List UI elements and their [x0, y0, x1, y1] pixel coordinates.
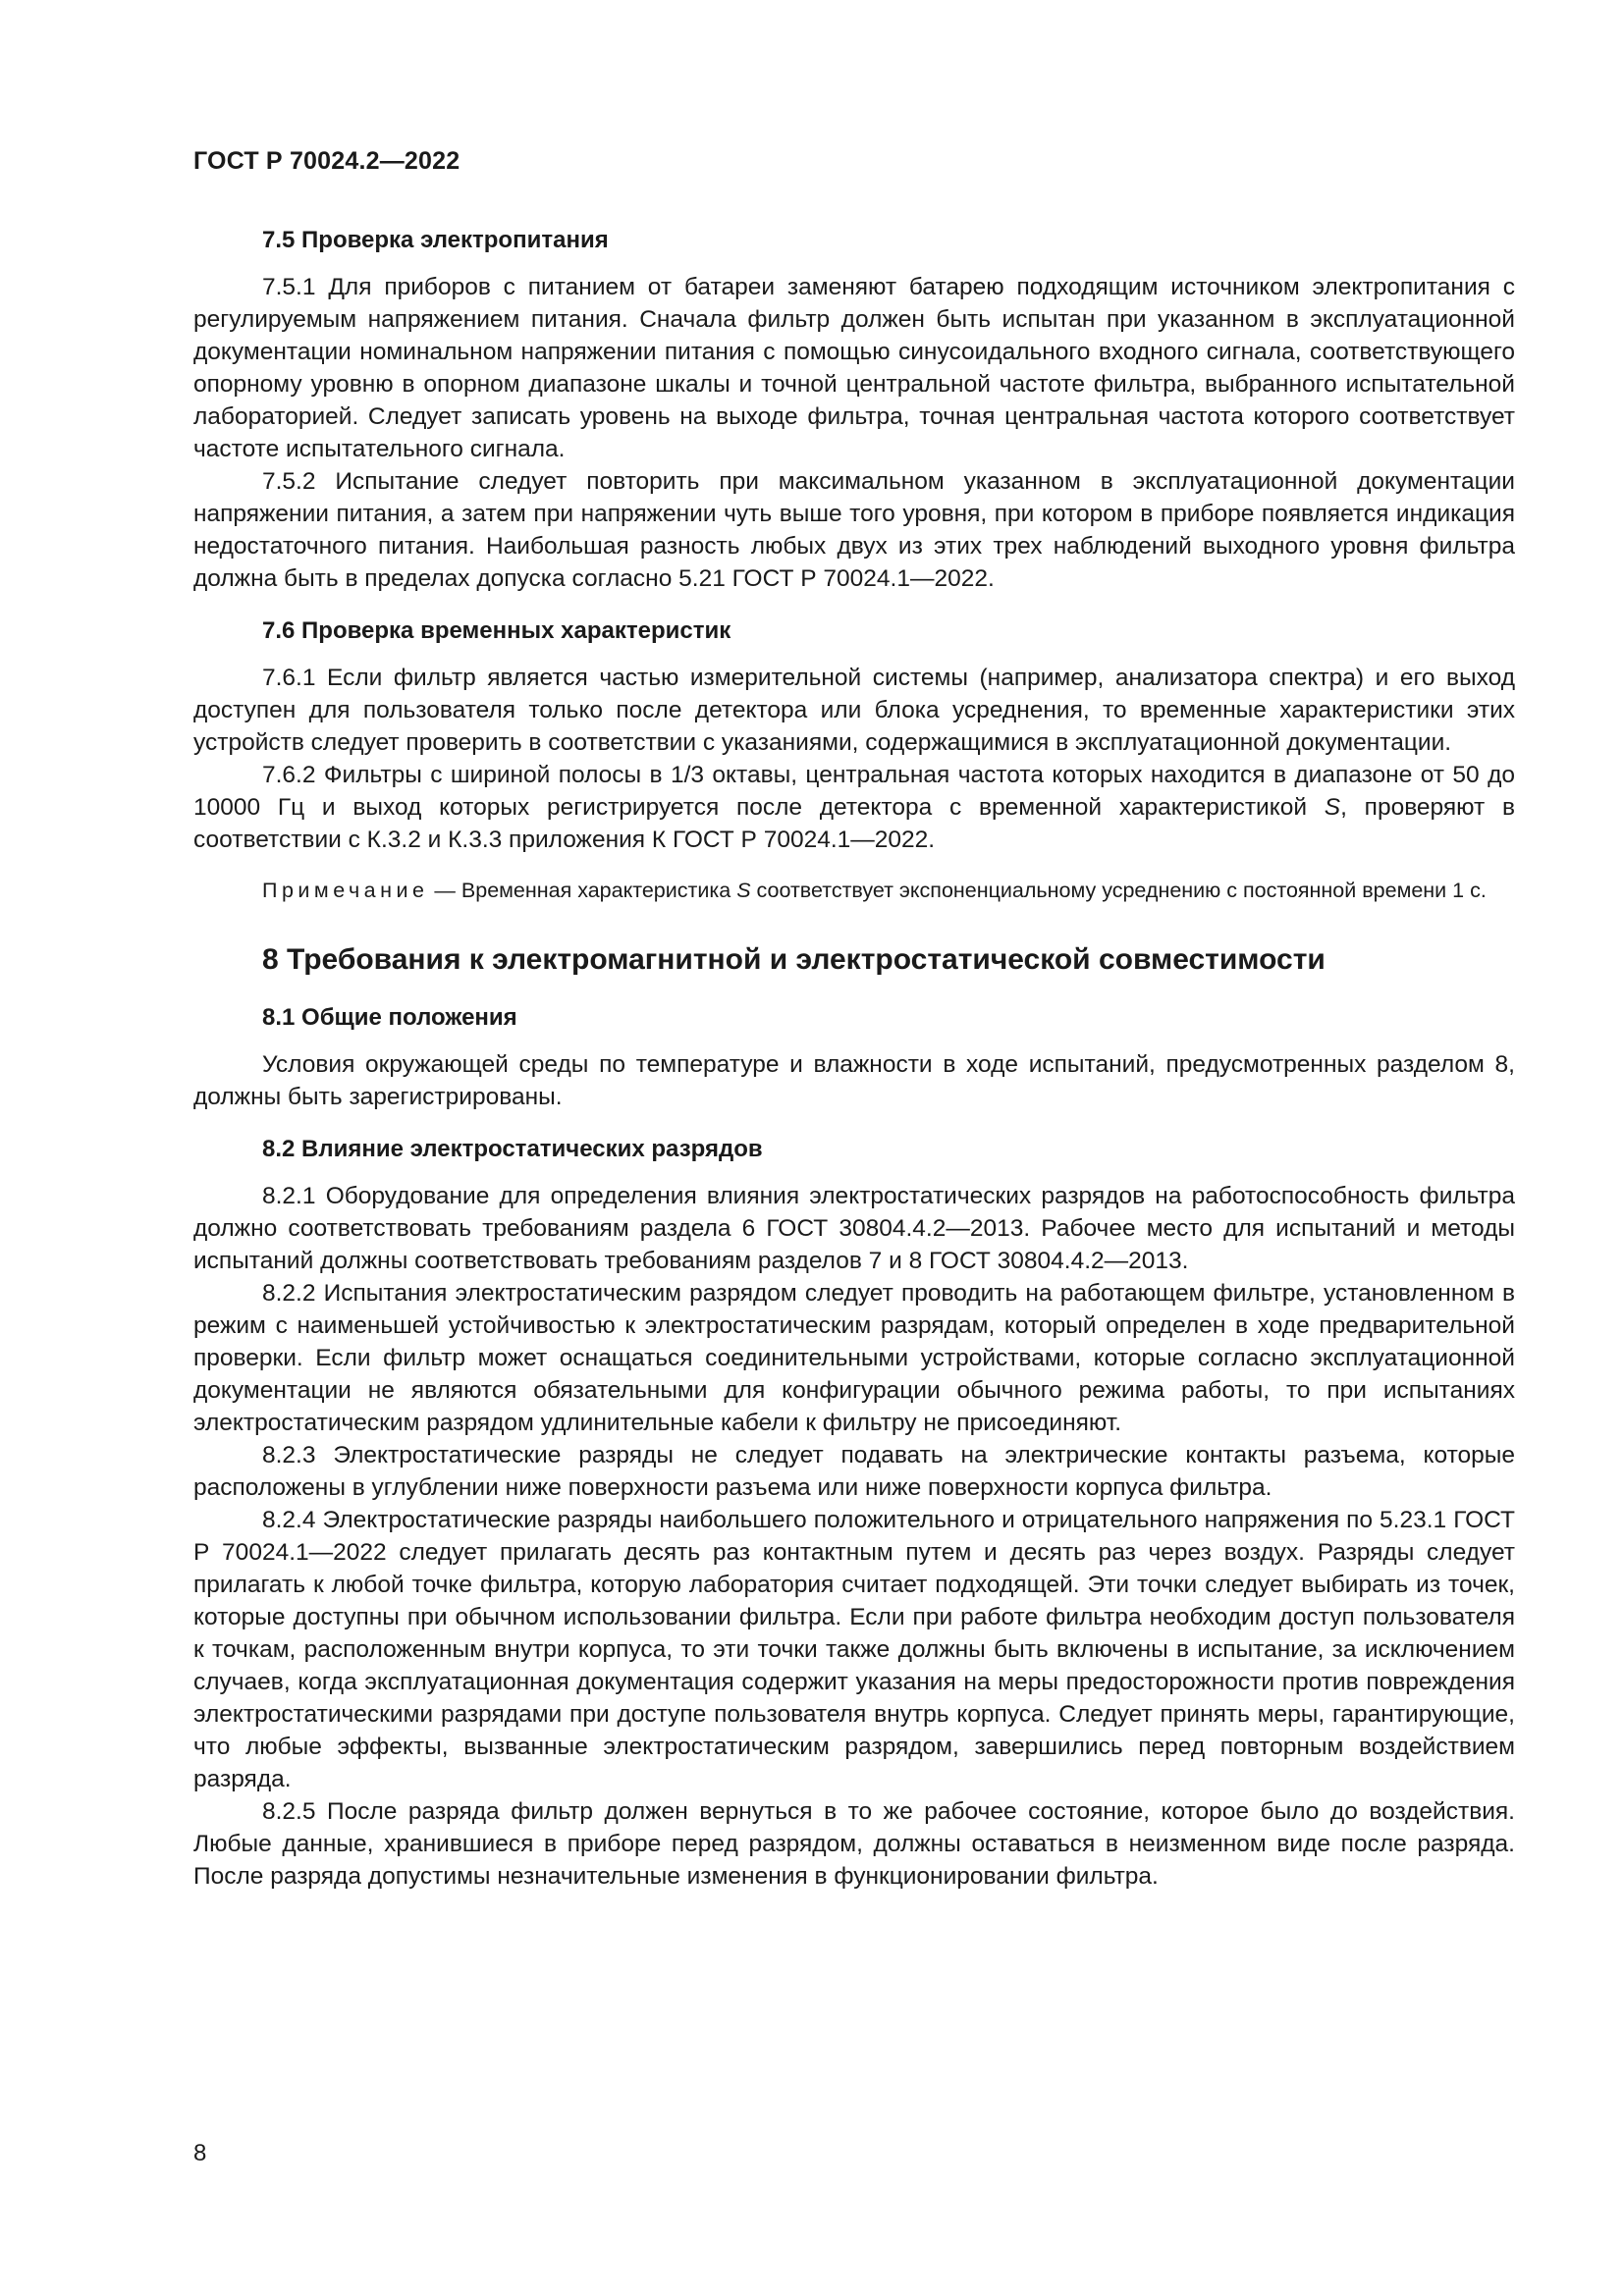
document-code-header: ГОСТ Р 70024.2—2022	[193, 147, 460, 175]
note-symbol: S	[736, 879, 751, 902]
section-7-6-title: 7.6 Проверка временных характеристик	[262, 617, 731, 644]
paragraph-8-2-1: 8.2.1 Оборудование для определения влияния электростатических разрядов на работоспособность фильтра должно соответствовать требованиям раздела 6 ГОСТ 30804.4.2—2013. Рабочее место для испытаний и методы испытаний должны соответствовать требованиям разделов 7 и 8 ГОСТ 30804.4.2—2013.	[193, 1183, 1515, 1274]
page-content	[193, 224, 1515, 1893]
spacer	[193, 1113, 1515, 1133]
spacer	[193, 595, 1515, 614]
section-7-5-title: 7.5 Проверка электропитания	[262, 227, 609, 253]
paragraph-7-6-2-start: 7.6.2 Фильтры с шириной полосы в 1/3 октавы, центральная частота которых находится в диапазоне от 50 до 10000 Гц и выход которых регистрируется после детектора с временной характеристикой	[193, 762, 1515, 821]
paragraph-8-2-3: 8.2.3 Электростатические разряды не следует подавать на электрические контакты разъема, которые расположены в углублении ниже поверхности разъема или ниже поверхности корпуса фильтра.	[193, 1442, 1515, 1501]
paragraph-8-2-2: 8.2.2 Испытания электростатическим разрядом следует проводить на работающем фильтре, установленном в режим с наименьшей устойчивостью к электростатическим разрядам, который определен в ходе предварительной проверки. Если фильтр может оснащаться соединительными устройствами, которые согласно эксплуатационной документации не являются обязательными для конфигурации обычного режима работы, то при испытаниях электростатическим разрядом удлинительные кабели к фильтру не присоединяют.	[193, 1280, 1515, 1436]
page-number: 8	[193, 2140, 207, 2166]
paragraph-7-6-1: 7.6.1 Если фильтр является частью измерительной системы (например, анализатора спектра) и его выход доступен для пользователя только после детектора или блока усреднения, то временные характеристики этих устройств следует проверить в соответствии с указаниями, содержащимися в эксплуатационной документации.	[193, 665, 1515, 756]
note-text-start: — Временная характеристика	[428, 879, 737, 902]
section-8-2-title: 8.2 Влияние электростатических разрядов	[262, 1136, 763, 1162]
paragraph-8-1: Условия окружающей среды по температуре и влажности в ходе испытаний, предусмотренных разделом 8, должны быть зарегистрированы.	[193, 1051, 1515, 1110]
paragraph-8-2-4: 8.2.4 Электростатические разряды наибольшего положительного и отрицательного напряжения по 5.23.1 ГОСТ Р 70024.1—2022 следует прилагать десять раз контактным путем и десять раз через воздух. Разряды следует прилагать к любой точке фильтра, которую лаборатория считает подходящей. Эти точки следует выбирать из точек, которые доступны при обычном использовании фильтра. Если при работе фильтра необходим доступ пользователя к точкам, расположенным внутри корпуса, то эти точки также должны быть включены в испытание, за исключением случаев, когда эксплуатационная документация содержит указания на меры предосторожности против повреждения электростатическими разрядами при доступе пользователя внутрь корпуса. Следует принять меры, гарантирующие, что любые эффекты, вызванные электростатическим разрядом, завершились перед повторным воздействием разряда.	[193, 1507, 1515, 1792]
note-text-end: соответствует экспоненциальному усреднению с постоянной времени 1 с.	[750, 879, 1487, 902]
paragraph-7-5-1: 7.5.1 Для приборов с питанием от батареи заменяют батарею подходящим источником электропитания с регулируемым напряжением питания. Сначала фильтр должен быть испытан при указанном в эксплуатационной документации номинальном напряжении питания с помощью синусоидального входного сигнала, соответствующего опорному уровню в опорном диапазоне шкалы и точной центральной частоте фильтра, выбранного испытательной лабораторией. Следует записать уровень на выходе фильтра, точная центральная частота которого соответствует частоте испытательного сигнала.	[193, 274, 1515, 462]
paragraph-7-6-2-end: , проверяют в соответствии с К.3.2 и К.3.3 приложения К ГОСТ Р 70024.1—2022.	[193, 794, 1515, 853]
paragraph-8-2-5: 8.2.5 После разряда фильтр должен вернуться в то же рабочее состояние, которое было до воздействия. Любые данные, хранившиеся в приборе перед разрядом, должны оставаться в неизменном виде после разряда. После разряда допустимы незначительные изменения в функционировании фильтра.	[193, 1798, 1515, 1890]
note-label: Примечание	[262, 879, 429, 902]
section-8-title: 8 Требования к электромагнитной и электростатической совместимости	[262, 943, 1326, 976]
paragraph-7-5-2: 7.5.2 Испытание следует повторить при максимальном указанном в эксплуатационной документации напряжении питания, а затем при напряжении чуть выше того уровня, при котором в приборе появляется индикация недостаточного питания. Наибольшая разность любых двух из этих трех наблюдений выходного уровня фильтра должна быть в пределах допуска согласно 5.21 ГОСТ Р 70024.1—2022.	[193, 468, 1515, 592]
paragraph-7-6-2-symbol: S	[1324, 794, 1341, 821]
note-7-6	[193, 876, 1515, 905]
paragraph-7-6-2	[193, 759, 1515, 856]
section-8-1-title: 8.1 Общие положения	[262, 1004, 517, 1031]
